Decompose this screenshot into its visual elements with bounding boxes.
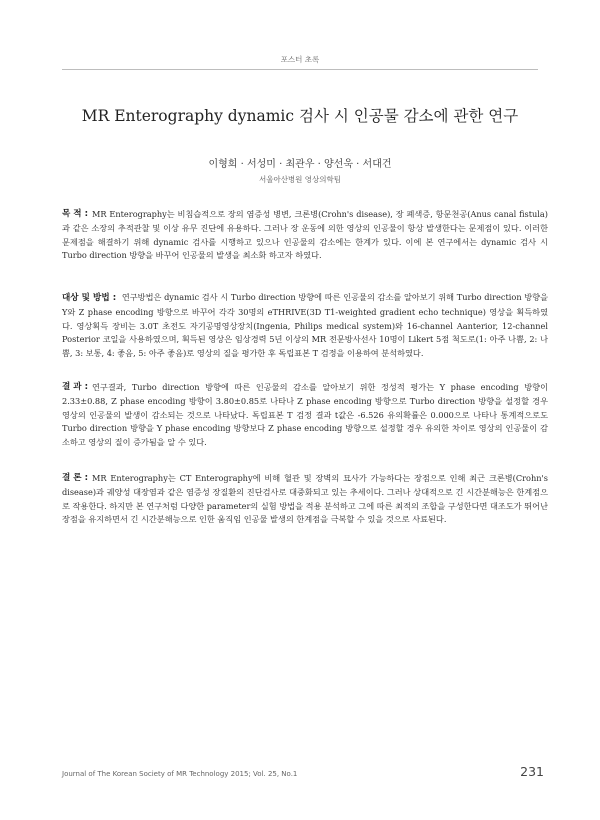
journal-citation: Journal of The Korean Society of MR Technology 2015; Vol. 25, No.1 [62, 770, 298, 778]
methods-label: 대상 및 방법 : [62, 293, 117, 303]
author-list: 이형희 · 서성미 · 최관우 · 양선욱 · 서대건 [208, 159, 392, 170]
header-divider [62, 69, 538, 70]
methods-section [62, 291, 548, 361]
results-text: 연구결과, Turbo direction 방향에 따른 인공물의 감소를 알아보기 위한 정성적 평가는 Y phase encoding 방향이 2.33±0.88, Z phase encoding 방향이 3.80±0.85로 나타나 Z phase encoding 방향으로 Turbo direction 방향을 설정할 경우 영상의 인공물의 발생이 감소되는 것으로 나타났다. 독립표본 T 검정 결과 t값은 -6.526 유의확률은 0.000으로 나타나 통계적으로도 Turbo direction 방향을 Y phase encoding 방향보다 Z phase encoding 방향으로 설정할 경우 유의한 차이로 영상의 인공물이 감소하고 영상의 질이 증가됨을 알 수 있다. [62, 382, 548, 448]
page-number: 231 [520, 764, 544, 779]
results-label: 결 과 : [62, 382, 89, 392]
purpose-label: 목 적 : [62, 209, 89, 219]
purpose-section [62, 208, 548, 263]
conclusion-text: MR Enterography는 CT Enterography에 비해 혈관 및 장벽의 묘사가 가능하다는 장점으로 인해 최근 크론병(Crohn's disease)과 궤양성 대장염과 같은 염증성 장질환의 진단검사로 대중화되고 있는 추세이다. 그러나 상대적으로 긴 시간분해능은 한계점으로 작용한다. 하지만 본 연구처럼 다양한 parameter의 실험 방법을 적용 분석하고 그에 따른 최적의 조합을 구성한다면 대조도가 뛰어난 장점을 유지하면서 긴 시간분해능으로 인한 움직임 인공물 발생의 한계점을 극복할 수 있을 것으로 사료된다. [62, 473, 548, 525]
conclusion-label: 결 론 : [62, 473, 89, 483]
purpose-text: MR Enterography는 비침습적으로 장의 염증성 병변, 크론병(Crohn's disease), 장 폐색증, 항문천공(Anus canal fistula)과 같은 소장의 추적관찰 및 이상 유무 진단에 유용하다. 그러나 장 운동에 의한 영상의 인공물이 항상 발생한다는 문제점이 있다. 이러한 문제점을 해결하기 위해 dynamic 검사를 시행하고 있으나 인공물의 감소에는 한계가 있다. 이에 본 연구에서는 dynamic 검사 시 Turbo direction 방향을 바꾸어 인공물의 발생을 최소화 하고자 하였다. [62, 209, 548, 261]
paper-title: MR Enterography dynamic 검사 시 인공물 감소에 관한 연구 [81, 107, 519, 125]
affiliation: 서울아산병원 영상의학팀 [258, 175, 342, 184]
conclusion-section [62, 472, 548, 527]
methods-text: 연구방법은 dynamic 검사 시 Turbo direction 방향에 따른 인공물의 감소를 알아보기 위해 Turbo direction 방향을 Y와 Z phase encoding 방향으로 바꾸어 각각 30명의 eTHRIVE(3D T1-weighted gradient echo technique) 영상을 획득하였다. 영상획득 장비는 3.0T 초전도 자기공명영상장치(Ingenia, Philips medical system)와 16-channel Aanterior, 12-channel Posterior 코일을 사용하였으며, 획득된 영상은 임상경력 5년 이상의 MR 전문방사선사 10명이 Likert 5점 척도로(1: 아주 나쁨, 2: 나쁨, 3: 보통, 4: 좋음, 5: 아주 좋음)로 영상의 질을 평가한 후 독립표본 T 검정을 이용하여 분석하였다. [62, 292, 548, 359]
results-section [62, 381, 548, 450]
section-category-label: 포스터 초록 [280, 55, 320, 64]
